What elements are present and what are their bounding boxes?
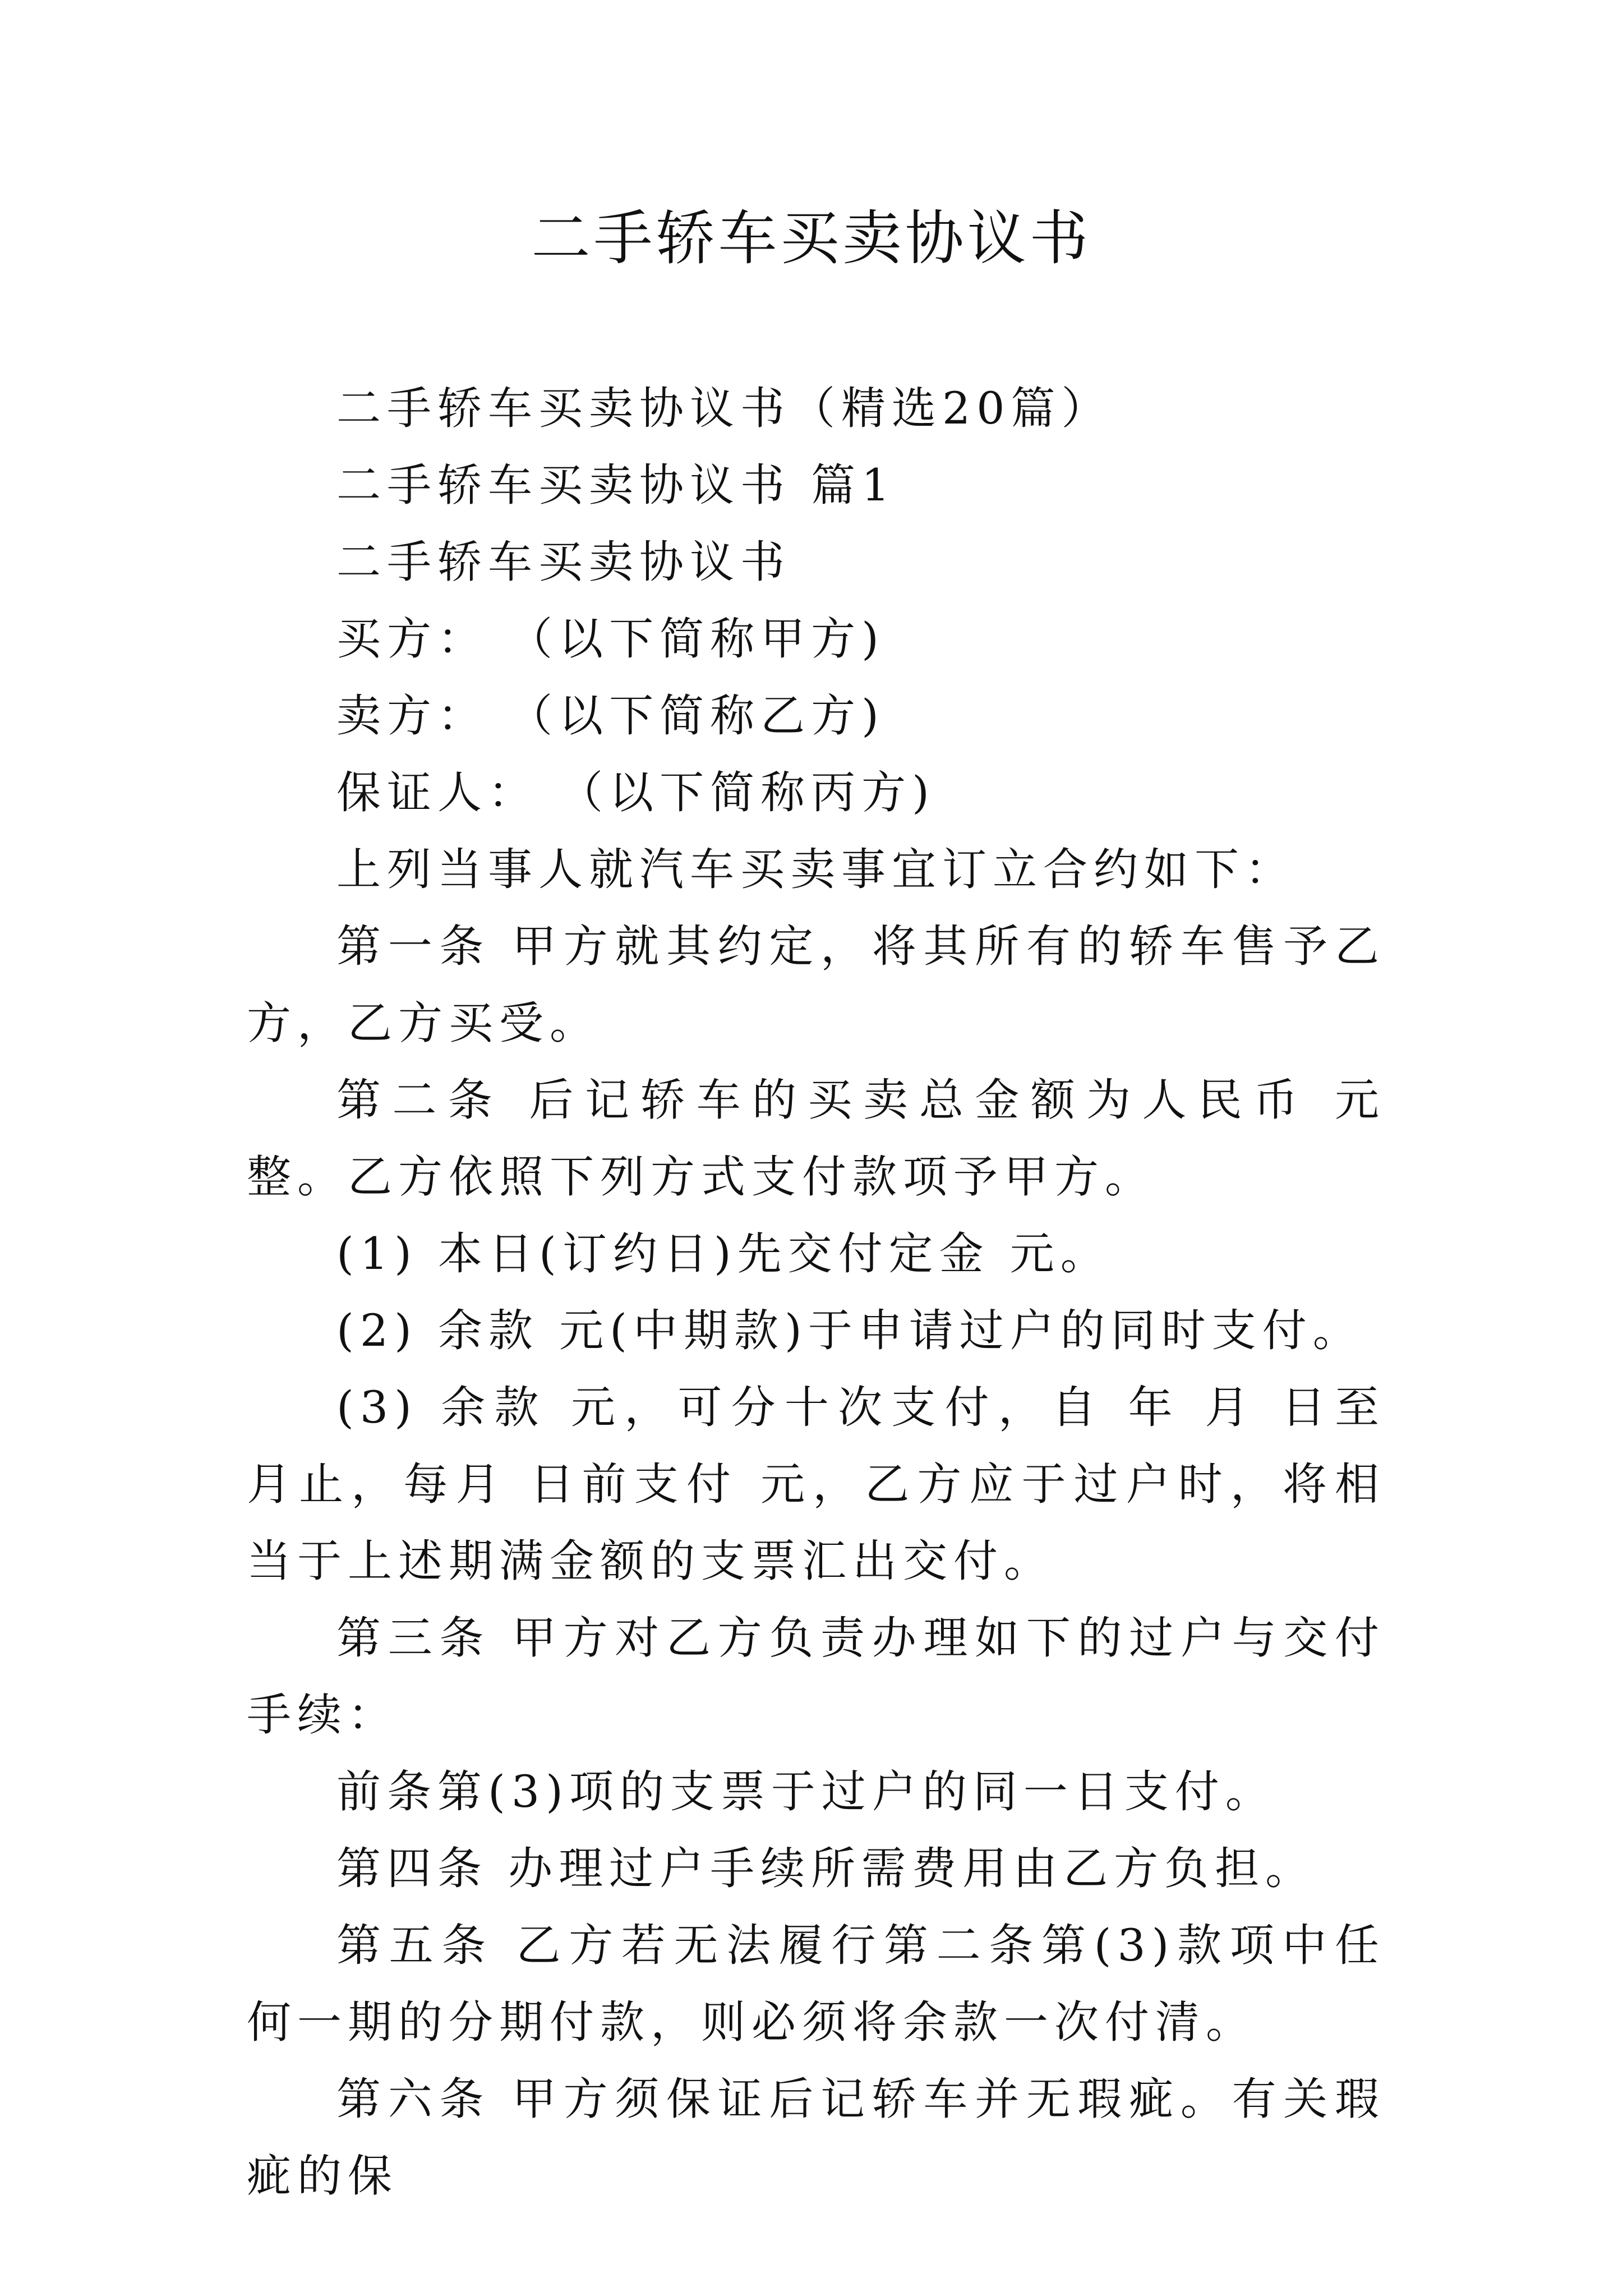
paragraph-article-3-detail: 前条第(3)项的支票于过户的同一日支付。: [336, 1766, 1276, 1818]
paragraph-article-6: 第六条 甲方须保证后记轿车并无瑕疵。有关瑕疵的保: [247, 2073, 1385, 2202]
document-body: [247, 370, 1385, 2215]
paragraph-preamble: 上列当事人就汽车买卖事宜订立合约如下：: [336, 844, 1295, 895]
paragraph-buyer: 买方： （以下简称甲方): [336, 613, 885, 665]
paragraph-guarantor: 保证人： （以下简称丙方): [336, 767, 935, 818]
paragraph-article-4: 第四条 办理过户手续所需费用由乙方负担。: [336, 1843, 1316, 1894]
paragraph-article-5: 第五条 乙方若无法履行第二条第(3)款项中任何一期的分期付款，则必须将余款一次付清。: [247, 1920, 1385, 2048]
paragraph-item-2: (2) 余款 元(中期款)于申请过户的同时支付。: [336, 1305, 1363, 1356]
paragraph-subtitle: 二手轿车买卖协议书（精选20篇）: [336, 383, 1112, 434]
paragraph-item-3: (3) 余款 元，可分十次支付，自 年 月 日至 月止，每月 日前支付 元，乙方应于过户时，将相当于上述期满金额的支票汇出交付。: [247, 1382, 1385, 1587]
paragraph-item-1: (1) 本日(订约日)先交付定金 元。: [336, 1228, 1111, 1280]
paragraph-agreement-name: 二手轿车买卖协议书: [336, 536, 791, 588]
paragraph-section-heading: 二手轿车买卖协议书 篇1: [336, 459, 896, 511]
document-title: 二手轿车买卖协议书: [531, 204, 1092, 273]
paragraph-seller: 卖方： （以下简称乙方): [336, 690, 885, 742]
paragraph-article-1: 第一条 甲方就其约定，将其所有的轿车售予乙方，乙方买受。: [247, 921, 1385, 1049]
paragraph-article-3: 第三条 甲方对乙方负责办理如下的过户与交付手续：: [247, 1612, 1385, 1741]
paragraph-article-2: 第二条 后记轿车的买卖总金额为人民币 元整。乙方依照下列方式支付款项予甲方。: [247, 1074, 1385, 1203]
